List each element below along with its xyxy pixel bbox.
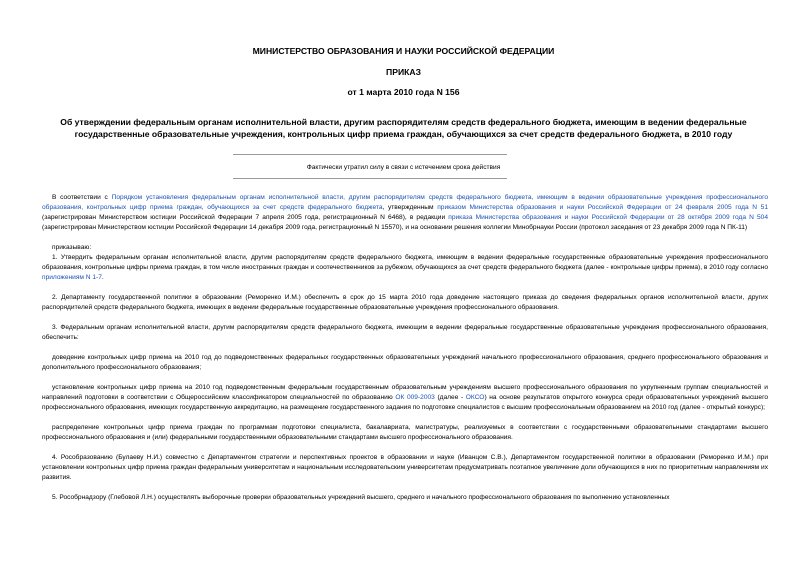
paragraph-3b <box>42 383 768 413</box>
doc-type-heading: ПРИКАЗ <box>386 67 421 77</box>
text-run: (далее - <box>434 394 466 401</box>
link-order-51[interactable]: приказом Министерства образования и науки Российской Федерации от 24 февраля 2005 года N 51 <box>437 204 768 211</box>
divider-top <box>233 154 507 155</box>
text-run: В соответствии с <box>52 194 112 201</box>
link-procedure[interactable]: Порядком установления федеральным органам исполнительной власти, другим распорядителям средств федерального бюджета, имеющим в ведении образовательные учреждения профессионального образования, контрольных цифр приема граждан, обучающихся за счет средств федерального бюджета <box>42 194 768 211</box>
orders-line: приказываю: <box>52 244 92 251</box>
text-run: (зарегистрирован Министерством юстиции Российской Федерации 14 декабря 2009 года, регистрационный N 15570), и на основании решения коллегии Минобрнауки России (протокол заседания от 23 декабря 2009 года N ПК-11) <box>42 224 748 231</box>
link-appendices[interactable]: приложениям N 1-7 <box>42 274 102 281</box>
paragraph-3: 3. Федеральным органам исполнительной власти, другим распорядителям средств федерального бюджета, имеющим в ведении федеральные государственные образовательные учреждения профессионального образования, обеспечить: <box>42 324 768 341</box>
ministry-heading: МИНИСТЕРСТВО ОБРАЗОВАНИЯ И НАУКИ РОССИЙСКОЙ ФЕДЕРАЦИИ <box>252 46 555 56</box>
doc-date-number: от 1 марта 2010 года N 156 <box>347 87 460 97</box>
text-run: ) на основе результатов открытого конкурса среди образовательных учреждений высшего профессионального образования, имеющих государственную аккредитацию, на размещение государственного задания по подготовке специалистов с высшим профессиональным образованием на 2010 год (далее - открытый конкурс); <box>42 394 768 411</box>
paragraph-1 <box>42 253 768 283</box>
document-body <box>42 193 768 503</box>
status-note: Фактически утратил силу в связи с истечением срока действия <box>306 164 501 171</box>
text-run: (зарегистрирован Министерством юстиции Российской Федерации 7 апреля 2005 года, регистрационный N 6468), в редакции <box>42 214 449 221</box>
text-run: 1. Утвердить федеральным органам исполнительной власти, другим распорядителям средств федерального бюджета, имеющим в ведении федеральные государственные образовательные учреждения профессионального образования, контрольные цифры приема граждан, в том числе иностранных граждан и соотечественников за рубежом, обучающихся за счет средств федерального бюджета (далее - контрольные цифры приема), в 2010 году согласно <box>42 254 768 271</box>
link-order-504[interactable]: приказа Министерства образования и науки Российской Федерации от 28 октября 2009 года N 504 <box>448 214 769 221</box>
link-ok-009[interactable]: ОК 009-2003 <box>395 394 435 401</box>
paragraph-2: 2. Департаменту государственной политики в образовании (Реморенко И.М.) обеспечить в срок до 15 марта 2010 года доведение настоящего приказа до сведения федеральных органов исполнительной власти, других распорядителей средств федерального бюджета, имеющих в ведении федеральные государственные образовательные учреждения профессионального образования. <box>42 294 768 311</box>
paragraph-3c: распределение контрольных цифр приема граждан по программам подготовки специалиста, бакалавриата, магистратуры, реализуемых в соответствии с государственными образовательными стандартами высшего профессионального образования и (или) федеральными государственными образовательными стандартами высшего профессионального образования. <box>42 424 768 441</box>
paragraph-5: 5. Рособрнадзору (Глебовой Л.Н.) осуществлять выборочные проверки образовательных учреждений высшего, среднего и начального профессионального образования по выполнению установленных <box>52 494 670 501</box>
divider-bottom <box>233 178 507 179</box>
text-run: установление контрольных цифр приема на 2010 год подведомственным федеральным государственным образовательным учреждениям высшего профессионального образования по укрупненным группам специальностей и направлений подготовки в соответствии с Общероссийским классификатором специальностей по образованию <box>42 384 768 401</box>
paragraph-4: 4. Рособразованию (Булаеву Н.И.) совместно с Департаментом стратегии и перспективных проектов в образовании и науке (Иванцом С.В.), Департаментом государственной политики в образовании (Реморенко И.М.) при установлении контрольных цифр приема граждан федеральным университетам и национальным исследовательским университетам предусматривать поэтапное увеличение доли обучающихся в них по приоритетным направлениям их развития. <box>42 454 768 481</box>
paragraph-intro <box>42 193 768 233</box>
paragraph-3a: доведение контрольных цифр приема на 2010 год до подведомственных федеральных государственных образовательных учреждений начального профессионального образования, среднего профессионального образования и дополнительного профессионального образования; <box>42 354 768 371</box>
document-title: Об утверждении федеральным органам исполнительной власти, другим распорядителям средств федерального бюджета, имеющим в ведении федеральные государственные образовательные учреждения, контрольных цифр приема граждан, обучающихся за счет средств федерального бюджета, в 2010 году <box>60 117 747 139</box>
link-okso[interactable]: ОКСО <box>465 394 485 401</box>
text-run: . <box>101 274 104 281</box>
text-run: , утвержденным <box>382 204 438 211</box>
